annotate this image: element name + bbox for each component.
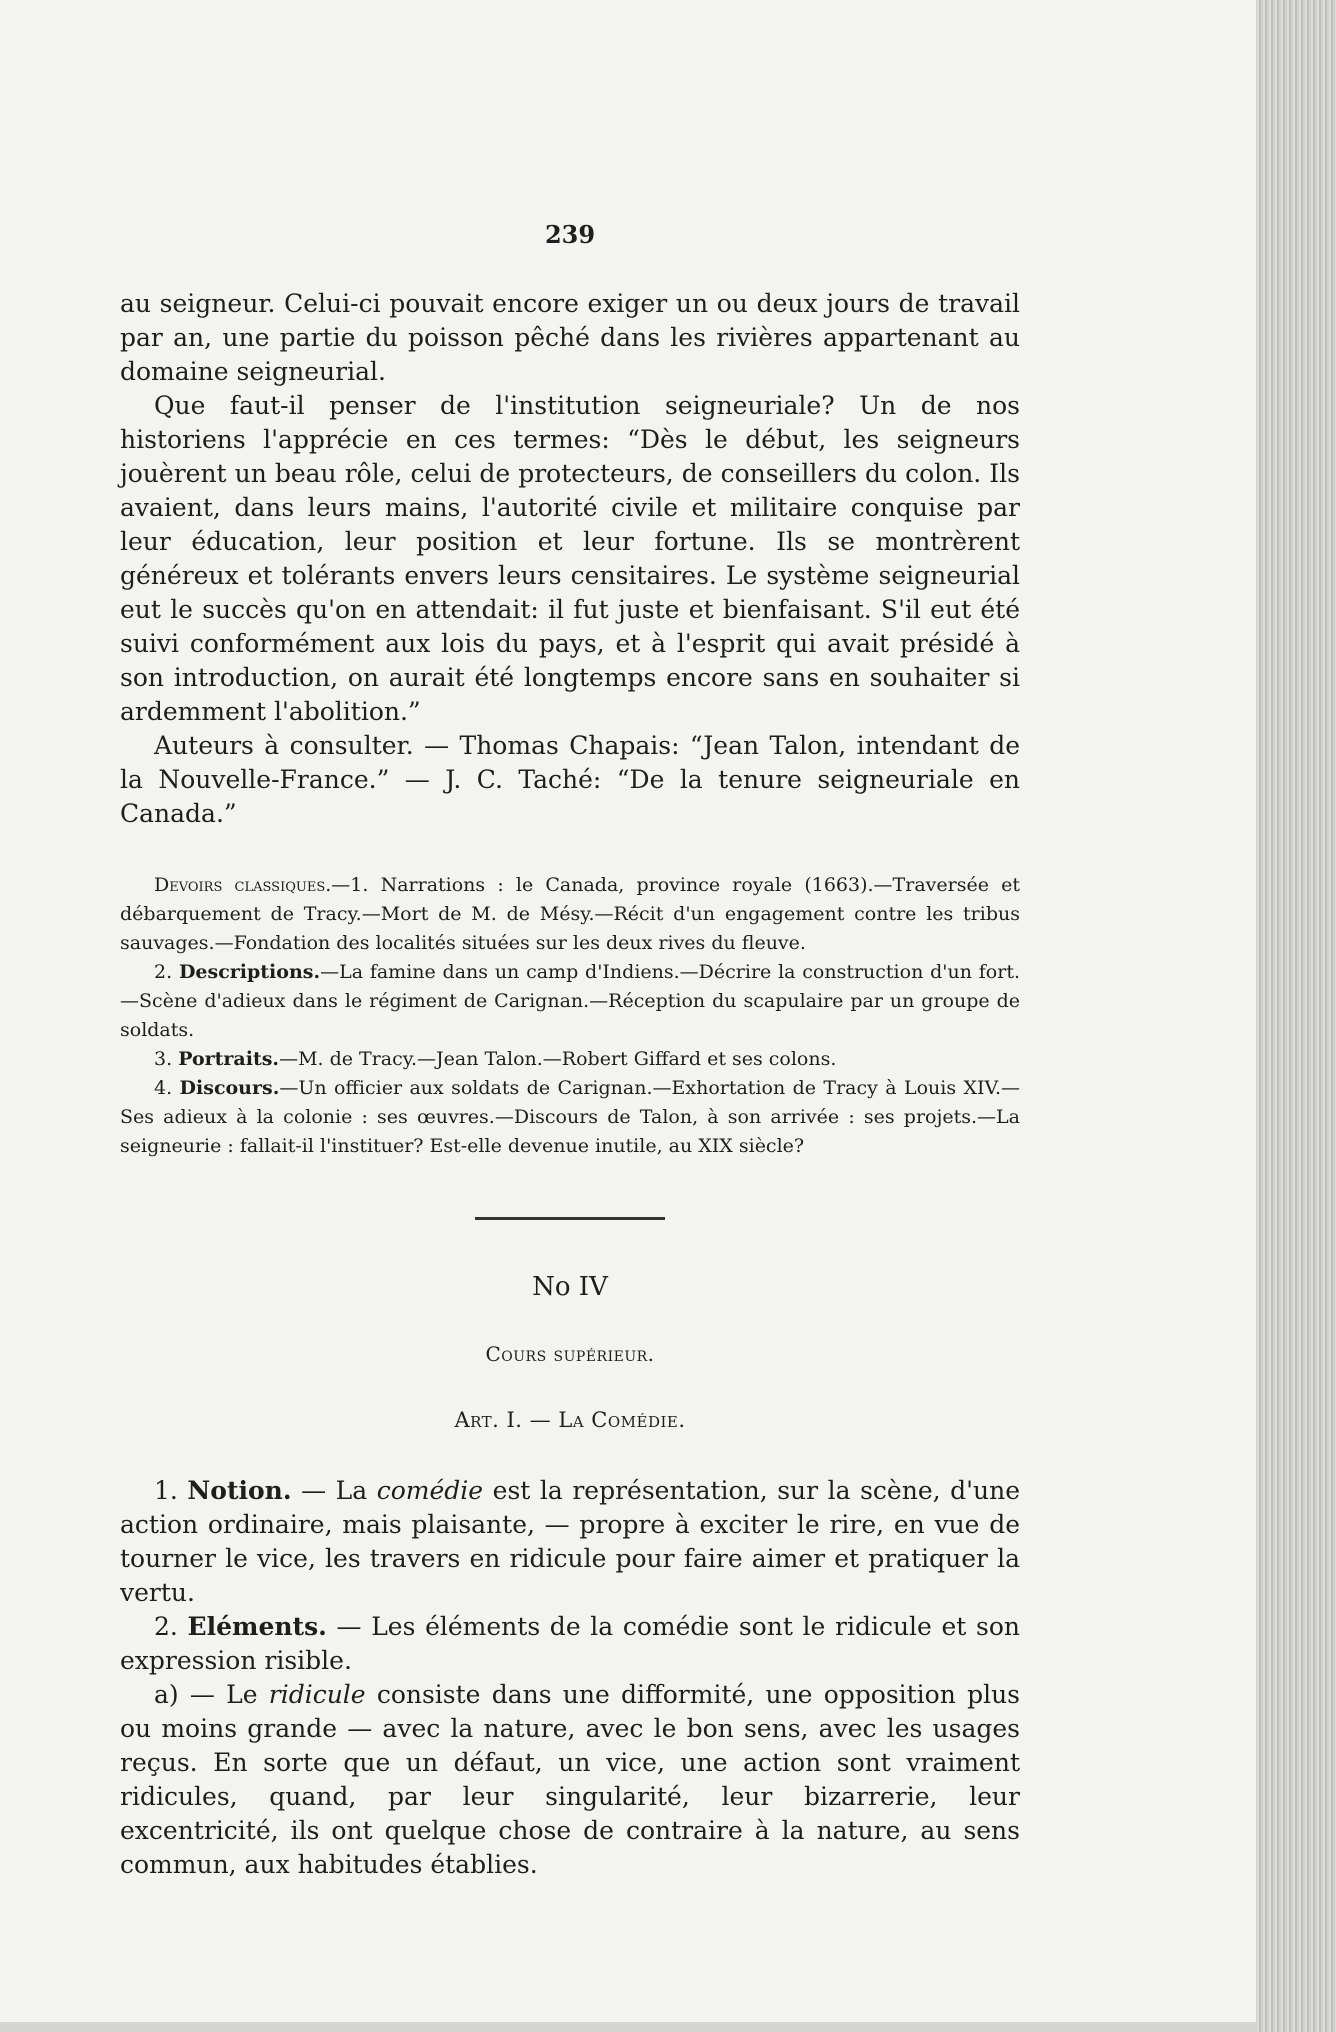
- paragraph-elements: [120, 1610, 1020, 1678]
- paragraph-institution: Que faut-il penser de l'institution seigneuriale? Un de nos historiens l'apprécie en ces termes: “Dès le début, les seigneurs jouèrent un beau rôle, celui de protecteurs, de conseillers du colon. Ils avaient, dans leurs mains, l'autorité civile et militaire conquise par leur éducation, leur position et leur fortune. Ils se montrèrent généreux et tolérants envers leurs censitaires. Le système seigneurial eut le succès qu'on en attendait: il fut juste et bienfaisant. S'il eut été suivi conformément aux lois du pays, et à l'esprit qui avait présidé à son introduction, on aurait été longtemps encore sans en souhaiter si ardemment l'abolition.”: [120, 391, 1020, 726]
- exercise-item-3: [120, 1045, 1020, 1074]
- exercise-number: 4.: [154, 1077, 173, 1099]
- exercises-heading: Devoirs classiques.: [154, 874, 332, 896]
- exercises-block: [120, 871, 1020, 1161]
- exercise-number: 3.: [154, 1048, 173, 1070]
- exercise-number: —1.: [331, 874, 369, 896]
- text-segment: — La: [291, 1476, 377, 1505]
- exercise-label: Narrations: [380, 874, 486, 896]
- exercise-item-1: [120, 871, 1020, 958]
- text-segment: — Les éléments de la comédie sont le ridicule et son expression risible.: [120, 1612, 1020, 1675]
- term-ridicule: ridicule: [268, 1680, 366, 1709]
- exercise-item-4: [120, 1074, 1020, 1161]
- exercise-text: —La famine dans un camp d'Indiens.—Décrire la construction d'un fort.—Scène d'adieux dans le régiment de Carignan.—Réception du scapulaire par un groupe de soldats.: [120, 961, 1020, 1041]
- page-bottom-edge: [0, 2022, 1256, 2032]
- exercise-item-2: [120, 958, 1020, 1045]
- paragraph-seigneur: au seigneur. Celui-ci pouvait encore exiger un ou deux jours de travail par an, une partie du poisson pêché dans les rivières appartenant au domaine seigneurial.: [120, 289, 1020, 386]
- text-segment: est la représentation, sur la scène, d'une action ordinaire, mais plaisante, — propre à exciter le rire, en vue de tourner le vice, les travers en ridicule pour faire aimer et pratiquer la vertu.: [120, 1476, 1020, 1607]
- exercise-text: : le Canada, province royale (1663).—Traversée et débarquement de Tracy.—Mort de M. de Mésy.—Récit d'un engagement contre les tribus sauvages.—Fondation des localités situées sur les deux rives du fleuve.: [120, 874, 1020, 954]
- section-divider: [475, 1217, 665, 1220]
- page-content: [120, 220, 1020, 1882]
- term-comedie: comédie: [376, 1476, 484, 1505]
- exercise-label: Discours.: [179, 1077, 280, 1099]
- page-edge: [1256, 0, 1336, 2032]
- course-title: Cours supérieur.: [485, 1342, 655, 1366]
- exercise-label: Portraits.: [178, 1048, 280, 1070]
- term-elements: Eléments.: [187, 1612, 327, 1641]
- text-segment: consiste dans une difformité, une opposition plus ou moins grande — avec la nature, avec le bon sens, avec les usages reçus. En sorte que un défaut, un vice, une action sont vraiment ridicules, quand, par leur singularité, leur bizarrerie, leur excentricité, ils ont quelque chose de contraire à la nature, au sens commun, aux habitudes établies.: [120, 1680, 1020, 1879]
- term-notion: Notion.: [187, 1476, 292, 1505]
- section-number: No IV: [532, 1272, 608, 1302]
- paragraph-ridicule: [120, 1678, 1020, 1882]
- exercise-label: Descriptions.: [178, 961, 321, 983]
- paragraph-number: 1.: [154, 1476, 178, 1505]
- article-title: Art. I. — La Comédie.: [454, 1408, 686, 1432]
- paragraph-authors: Auteurs à consulter. — Thomas Chapais: “Jean Talon, intendant de la Nouvelle-France.” — J. C. Taché: “De la tenure seigneuriale en Canada.”: [120, 731, 1020, 828]
- paragraph-notion: [120, 1474, 1020, 1610]
- text-segment: a) — Le: [154, 1680, 269, 1709]
- exercise-text: —M. de Tracy.—Jean Talon.—Robert Giffard et ses colons.: [279, 1048, 837, 1070]
- paragraph-number: 2.: [154, 1612, 178, 1641]
- exercise-text: —Un officier aux soldats de Carignan.—Exhortation de Tracy à Louis XIV.—Ses adieux à la colonie : ses œuvres.—Discours de Talon, à son arrivée : ses projets.—La seigneurie : fallait-il l'instituer? Est-elle devenue inutile, au XIX siècle?: [120, 1077, 1020, 1157]
- page-number: 239: [544, 220, 596, 249]
- exercise-number: 2.: [154, 961, 173, 983]
